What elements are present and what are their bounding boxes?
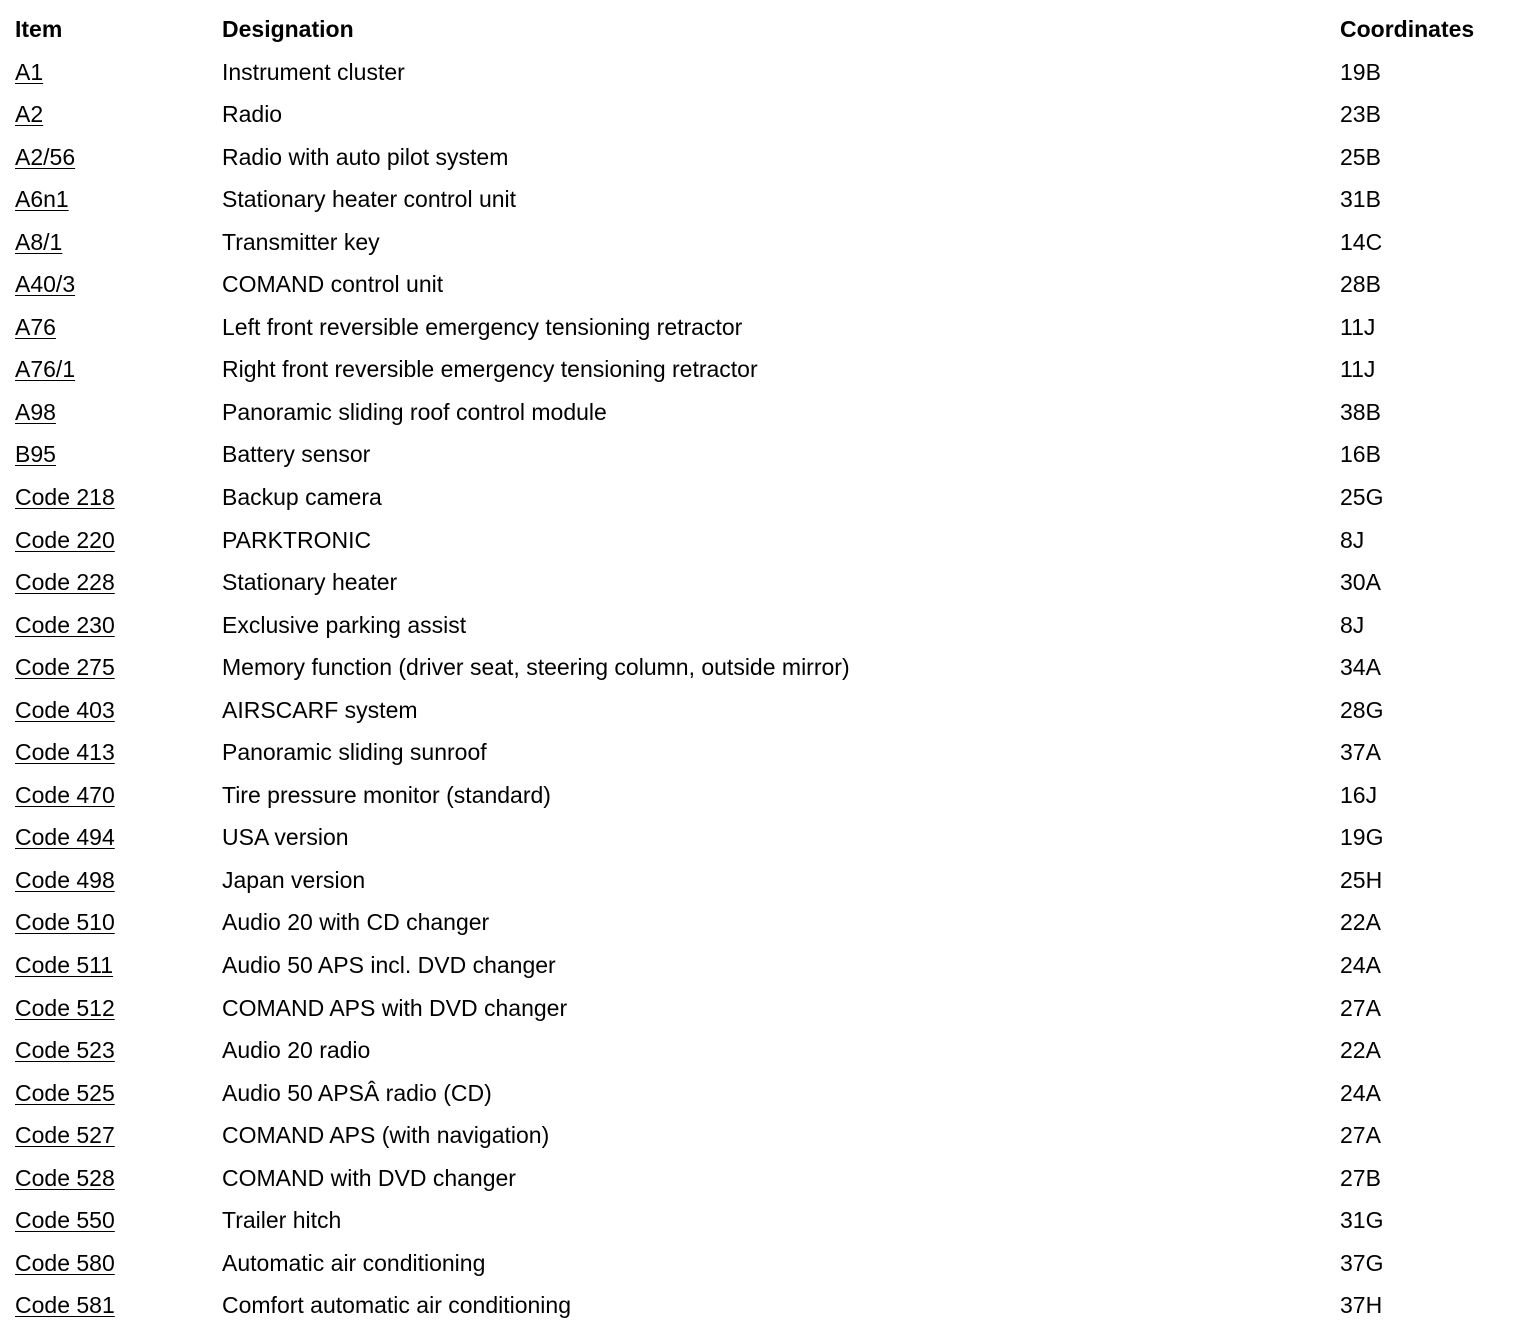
table-row — [15, 774, 1515, 817]
table-row — [15, 306, 1515, 349]
designation-cell: Instrument cluster — [222, 58, 405, 85]
item-link[interactable]: Code 581 — [15, 1292, 115, 1319]
table-row — [15, 944, 1515, 987]
item-link[interactable]: A76 — [15, 313, 56, 340]
coordinates-cell: 8J — [1340, 526, 1365, 553]
coordinates-cell: 22A — [1340, 1037, 1381, 1064]
coordinates-cell: 22A — [1340, 909, 1381, 936]
item-link[interactable]: Code 470 — [15, 781, 115, 808]
designation-cell: Radio with auto pilot system — [222, 143, 509, 170]
table-row — [15, 1072, 1515, 1115]
coordinates-cell: 31B — [1340, 186, 1381, 213]
coordinates-cell: 25H — [1340, 866, 1383, 893]
designation-cell: Stationary heater — [222, 569, 398, 596]
designation-cell: Comfort automatic air conditioning — [222, 1292, 571, 1319]
item-link[interactable]: Code 498 — [15, 866, 115, 893]
header-coordinates: Coordinates — [1340, 16, 1475, 42]
designation-cell: Trailer hitch — [222, 1207, 342, 1234]
item-link[interactable]: A76/1 — [15, 356, 76, 383]
designation-cell: COMAND APS (with navigation) — [222, 1122, 550, 1149]
item-link[interactable]: Code 413 — [15, 739, 115, 766]
designation-cell: Audio 20 with CD changer — [222, 909, 490, 936]
table-row — [15, 561, 1515, 604]
item-link[interactable]: Code 550 — [15, 1207, 115, 1234]
table-row — [15, 476, 1515, 519]
coordinates-cell: 37H — [1340, 1292, 1383, 1319]
item-link[interactable]: Code 511 — [15, 952, 114, 979]
table-row — [15, 93, 1515, 136]
coordinates-cell: 37G — [1340, 1249, 1384, 1276]
designation-cell: Left front reversible emergency tensioning retractor — [222, 313, 743, 340]
header-designation: Designation — [222, 16, 354, 42]
table-body — [15, 51, 1515, 1327]
item-link[interactable]: Code 512 — [15, 994, 115, 1021]
designation-cell: Panoramic sliding sunroof — [222, 739, 487, 766]
table-row — [15, 1242, 1515, 1285]
table-row — [15, 604, 1515, 647]
designation-cell: COMAND with DVD changer — [222, 1164, 516, 1191]
designation-cell: COMAND control unit — [222, 271, 444, 298]
table-row — [15, 519, 1515, 562]
coordinates-cell: 11J — [1340, 313, 1376, 340]
coordinates-cell: 30A — [1340, 569, 1381, 596]
coordinates-cell: 8J — [1340, 611, 1365, 638]
coordinates-cell: 31G — [1340, 1207, 1384, 1234]
table-row — [15, 221, 1515, 264]
header-item: Item — [15, 16, 63, 42]
table-row — [15, 263, 1515, 306]
table-row — [15, 136, 1515, 179]
designation-cell: Panoramic sliding roof control module — [222, 398, 607, 425]
table-row — [15, 1114, 1515, 1157]
item-link[interactable]: Code 528 — [15, 1164, 115, 1191]
component-legend-table — [15, 8, 1515, 1327]
designation-cell: Tire pressure monitor (standard) — [222, 781, 551, 808]
designation-cell: COMAND APS with DVD changer — [222, 994, 568, 1021]
coordinates-cell: 16B — [1340, 441, 1381, 468]
table-row — [15, 646, 1515, 689]
table-row — [15, 816, 1515, 859]
designation-cell: Audio 20 radio — [222, 1037, 371, 1064]
coordinates-cell: 37A — [1340, 739, 1381, 766]
designation-cell: Automatic air conditioning — [222, 1249, 486, 1276]
coordinates-cell: 27B — [1340, 1164, 1381, 1191]
table-row — [15, 51, 1515, 94]
table-row — [15, 689, 1515, 732]
item-link[interactable]: Code 523 — [15, 1037, 115, 1064]
designation-cell: Exclusive parking assist — [222, 611, 467, 638]
coordinates-cell: 24A — [1340, 1079, 1381, 1106]
designation-cell: Radio — [222, 101, 283, 128]
table-row — [15, 1029, 1515, 1072]
item-link[interactable]: A98 — [15, 398, 56, 425]
coordinates-cell: 25B — [1340, 143, 1381, 170]
table-row — [15, 1199, 1515, 1242]
item-link[interactable]: Code 220 — [15, 526, 115, 553]
item-link[interactable]: Code 510 — [15, 909, 115, 936]
item-link[interactable]: Code 525 — [15, 1079, 115, 1106]
coordinates-cell: 38B — [1340, 398, 1381, 425]
table-row — [15, 901, 1515, 944]
coordinates-cell: 28B — [1340, 271, 1381, 298]
designation-cell: Backup camera — [222, 484, 382, 511]
item-link[interactable]: Code 275 — [15, 654, 115, 681]
table-row — [15, 433, 1515, 476]
item-link[interactable]: Code 403 — [15, 696, 115, 723]
designation-cell: Memory function (driver seat, steering column, outside mirror) — [222, 654, 850, 681]
table-row — [15, 1284, 1515, 1327]
coordinates-cell: 23B — [1340, 101, 1381, 128]
designation-cell: AIRSCARF system — [222, 696, 418, 723]
coordinates-cell: 19B — [1340, 58, 1381, 85]
table-row — [15, 178, 1515, 221]
item-link[interactable]: A2/56 — [15, 143, 76, 170]
designation-cell: Battery sensor — [222, 441, 371, 468]
table-row — [15, 348, 1515, 391]
table-row — [15, 859, 1515, 902]
table-row — [15, 987, 1515, 1030]
coordinates-cell: 11J — [1340, 356, 1376, 383]
designation-cell: Right front reversible emergency tensioning retractor — [222, 356, 758, 383]
designation-cell: Stationary heater control unit — [222, 186, 517, 213]
coordinates-cell: 25G — [1340, 484, 1384, 511]
designation-cell: PARKTRONIC — [222, 526, 372, 553]
coordinates-cell: 28G — [1340, 696, 1384, 723]
designation-cell: Audio 50 APSÂ radio (CD) — [222, 1079, 492, 1106]
table-row — [15, 731, 1515, 774]
item-link[interactable]: Code 228 — [15, 569, 115, 596]
item-link[interactable]: A2 — [15, 101, 44, 128]
coordinates-cell: 27A — [1340, 994, 1381, 1021]
designation-cell: Audio 50 APS incl. DVD changer — [222, 952, 556, 979]
item-link[interactable]: A6n1 — [15, 186, 69, 213]
item-link[interactable]: Code 494 — [15, 824, 115, 851]
coordinates-cell: 27A — [1340, 1122, 1381, 1149]
table-header-row — [15, 8, 1515, 51]
coordinates-cell: 19G — [1340, 824, 1384, 851]
designation-cell: Transmitter key — [222, 228, 380, 255]
coordinates-cell: 34A — [1340, 654, 1381, 681]
table-row — [15, 1157, 1515, 1200]
coordinates-cell: 24A — [1340, 952, 1381, 979]
item-link[interactable]: B95 — [15, 441, 56, 468]
item-link[interactable]: A40/3 — [15, 271, 76, 298]
item-link[interactable]: Code 218 — [15, 484, 115, 511]
coordinates-cell: 14C — [1340, 228, 1383, 255]
item-link[interactable]: Code 527 — [15, 1122, 115, 1149]
item-link[interactable]: A1 — [15, 58, 44, 85]
item-link[interactable]: Code 580 — [15, 1249, 115, 1276]
designation-cell: USA version — [222, 824, 349, 851]
item-link[interactable]: Code 230 — [15, 611, 115, 638]
item-link[interactable]: A8/1 — [15, 228, 63, 255]
coordinates-cell: 16J — [1340, 781, 1378, 808]
designation-cell: Japan version — [222, 866, 366, 893]
table-row — [15, 391, 1515, 434]
